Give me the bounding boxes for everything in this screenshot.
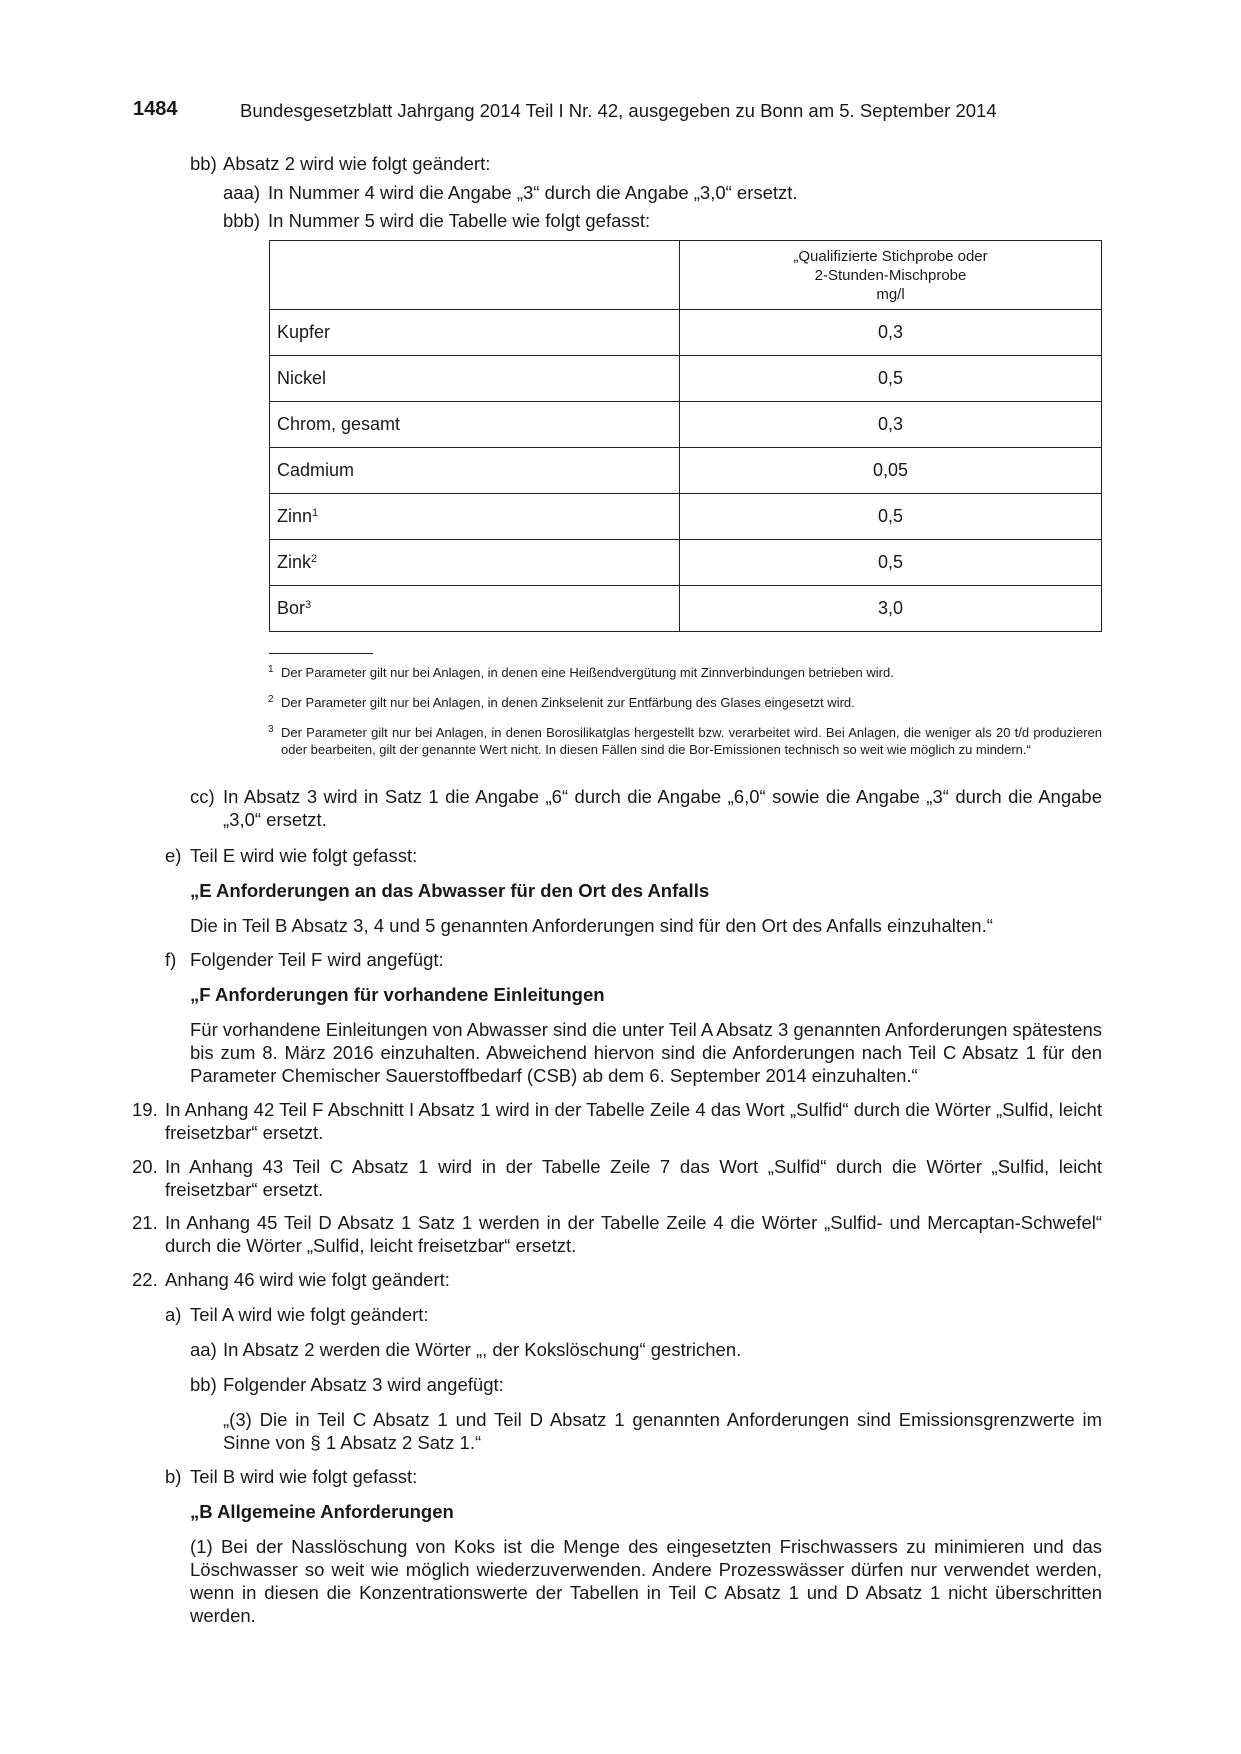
footnote-mark: 1 — [268, 664, 274, 675]
footnote-text: Der Parameter gilt nur bei Anlagen, in denen eine Heißendvergütung mit Zinnverbindungen betrieben wird. — [281, 665, 894, 680]
item-label-cc: cc) — [190, 786, 215, 807]
value-cell: 0,5 — [680, 494, 1102, 540]
section-body-e: Die in Teil B Absatz 3, 4 und 5 genannten Anforderungen sind für den Ort des Anfalls einzuhalten.“ — [190, 915, 993, 936]
footnote-divider — [269, 653, 373, 654]
page-number: 1484 — [133, 98, 178, 120]
value-cell: 3,0 — [680, 586, 1102, 632]
table-header-cell — [680, 241, 1102, 310]
table-row — [270, 586, 1102, 632]
footnote-mark: 3 — [268, 724, 274, 735]
parameter-cell: Zink$^2$ — [270, 540, 680, 586]
table-row — [270, 356, 1102, 402]
running-header: Bundesgesetzblatt Jahrgang 2014 Teil I Nr. 42, ausgegeben zu Bonn am 5. September 2014 — [240, 100, 997, 121]
table-row — [270, 448, 1102, 494]
item-label-e: e) — [165, 845, 182, 866]
table-row — [270, 540, 1102, 586]
item-text: In Anhang 45 Teil D Absatz 1 Satz 1 werden in der Tabelle Zeile 4 die Wörter „Sulfid- und Mercaptan-Schwefel“ durch die Wörter „Sulfid, leicht freisetzbar“ ersetzt. — [165, 1212, 1102, 1256]
item-text: Anhang 46 wird wie folgt geändert: — [165, 1269, 450, 1290]
parameter-cell: Cadmium — [270, 448, 680, 494]
section-heading-f: „F Anforderungen für vorhandene Einleitungen — [190, 984, 605, 1005]
section-heading-b: „B Allgemeine Anforderungen — [190, 1501, 454, 1522]
table-row — [270, 494, 1102, 540]
item-label-a: a) — [165, 1304, 182, 1325]
parameter-cell: Nickel — [270, 356, 680, 402]
header-line-2: 2-Stunden-Mischprobe — [814, 266, 967, 284]
item-label-bb2: bb) — [190, 1374, 217, 1395]
item-text-bbb: In Nummer 5 wird die Tabelle wie folgt gefasst: — [268, 210, 651, 231]
item-label-aa: aa) — [190, 1339, 217, 1360]
value-cell: 0,3 — [680, 402, 1102, 448]
section-body-f: Für vorhandene Einleitungen von Abwasser sind die unter Teil A Absatz 3 genannten Anforderungen spätestens bis zum 8. März 2016 einzuhalten. Abweichend hiervon sind die Anforderungen nach Teil C Absatz 1 für den Parameter Chemischer Sauerstoffbedarf (CSB) ab dem 6. September 2014 einzuhalten.“ — [190, 1019, 1102, 1086]
footnote-mark: 2 — [268, 694, 274, 705]
value-cell: 0,5 — [680, 356, 1102, 402]
item-label-b: b) — [165, 1466, 182, 1487]
parameter-cell: Bor$^3$ — [270, 586, 680, 632]
table-row — [270, 402, 1102, 448]
parameter-cell: Chrom, gesamt — [270, 402, 680, 448]
table-header-row — [270, 241, 1102, 310]
item-number: 20. — [132, 1156, 158, 1177]
item-text-a: Teil A wird wie folgt geändert: — [190, 1304, 429, 1325]
item-number: 22. — [132, 1269, 158, 1290]
item-text-b: Teil B wird wie folgt gefasst: — [190, 1466, 418, 1487]
item-label-f: f) — [165, 949, 177, 970]
parameter-cell: Zinn$^1$ — [270, 494, 680, 540]
table-row — [270, 310, 1102, 356]
limit-values-table — [269, 240, 1102, 632]
item-text-e: Teil E wird wie folgt gefasst: — [190, 845, 418, 866]
footnote — [268, 724, 1102, 758]
item-text-f: Folgender Teil F wird angefügt: — [190, 949, 444, 970]
footnote-text: Der Parameter gilt nur bei Anlagen, in denen Zinkselenit zur Entfärbung des Glases eingesetzt wird. — [281, 695, 855, 710]
item-number: 19. — [132, 1099, 158, 1120]
footnote — [268, 694, 1102, 711]
item-text-cc: In Absatz 3 wird in Satz 1 die Angabe „6“ durch die Angabe „6,0“ sowie die Angabe „3“ durch die Angabe „3,0“ ersetzt. — [223, 786, 1102, 830]
item-text-bb: Absatz 2 wird wie folgt geändert: — [223, 153, 491, 174]
value-cell: 0,05 — [680, 448, 1102, 494]
item-label-bb: bb) — [190, 153, 217, 174]
item-label-bbb: bbb) — [223, 210, 261, 231]
value-cell: 0,5 — [680, 540, 1102, 586]
item-number: 21. — [132, 1212, 158, 1233]
parameter-cell: Kupfer — [270, 310, 680, 356]
value-cell: 0,3 — [680, 310, 1102, 356]
item-text-aaa: In Nummer 4 wird die Angabe „3“ durch die Angabe „3,0“ ersetzt. — [268, 182, 798, 203]
item-text: In Anhang 42 Teil F Abschnitt I Absatz 1 wird in der Tabelle Zeile 4 das Wort „Sulfid“ durch die Wörter „Sulfid, leicht freisetzbar“ ersetzt. — [165, 1099, 1102, 1143]
item-label-aaa: aaa) — [223, 182, 261, 203]
section-heading-e: „E Anforderungen an das Abwasser für den Ort des Anfalls — [190, 880, 710, 901]
item-text-bb2: Folgender Absatz 3 wird angefügt: — [223, 1374, 504, 1395]
item-text: In Anhang 43 Teil C Absatz 1 wird in der Tabelle Zeile 7 das Wort „Sulfid“ durch die Wörter „Sulfid, leicht freisetzbar“ ersetzt. — [165, 1156, 1102, 1200]
footnote — [268, 664, 1102, 681]
quoted-paragraph: „(3) Die in Teil C Absatz 1 und Teil D Absatz 1 genannten Anforderungen sind Emissionsgrenzwerte im Sinne von § 1 Absatz 2 Satz 1.“ — [223, 1409, 1102, 1453]
footnote-text: Der Parameter gilt nur bei Anlagen, in denen Borosilikatglas hergestellt bzw. verarbeitet wird. Bei Anlagen, die weniger als 20 t/d produzieren oder bearbeiten, gilt der genannte Wert nicht. In diesen Fällen sind die Bor-Emissionen technisch so weit wie möglich zu mindern.“ — [281, 725, 1102, 757]
table-header-empty-cell — [270, 241, 680, 310]
section-body-b: (1) Bei der Nasslöschung von Koks ist die Menge des eingesetzten Frischwassers zu minimieren und das Löschwasser so weit wie möglich wiederzuverwenden. Andere Prozesswässer dürfen nur verwendet werden, wenn in diesen die Konzentrationswerte der Tabellen in Teil C Absatz 1 und D Absatz 1 nicht überschritten werden. — [190, 1536, 1102, 1626]
item-text-aa: In Absatz 2 werden die Wörter „, der Kokslöschung“ gestrichen. — [223, 1339, 742, 1360]
header-line-3: mg/l — [876, 285, 905, 303]
header-line-1: „Qualifizierte Stichprobe oder — [793, 247, 988, 265]
